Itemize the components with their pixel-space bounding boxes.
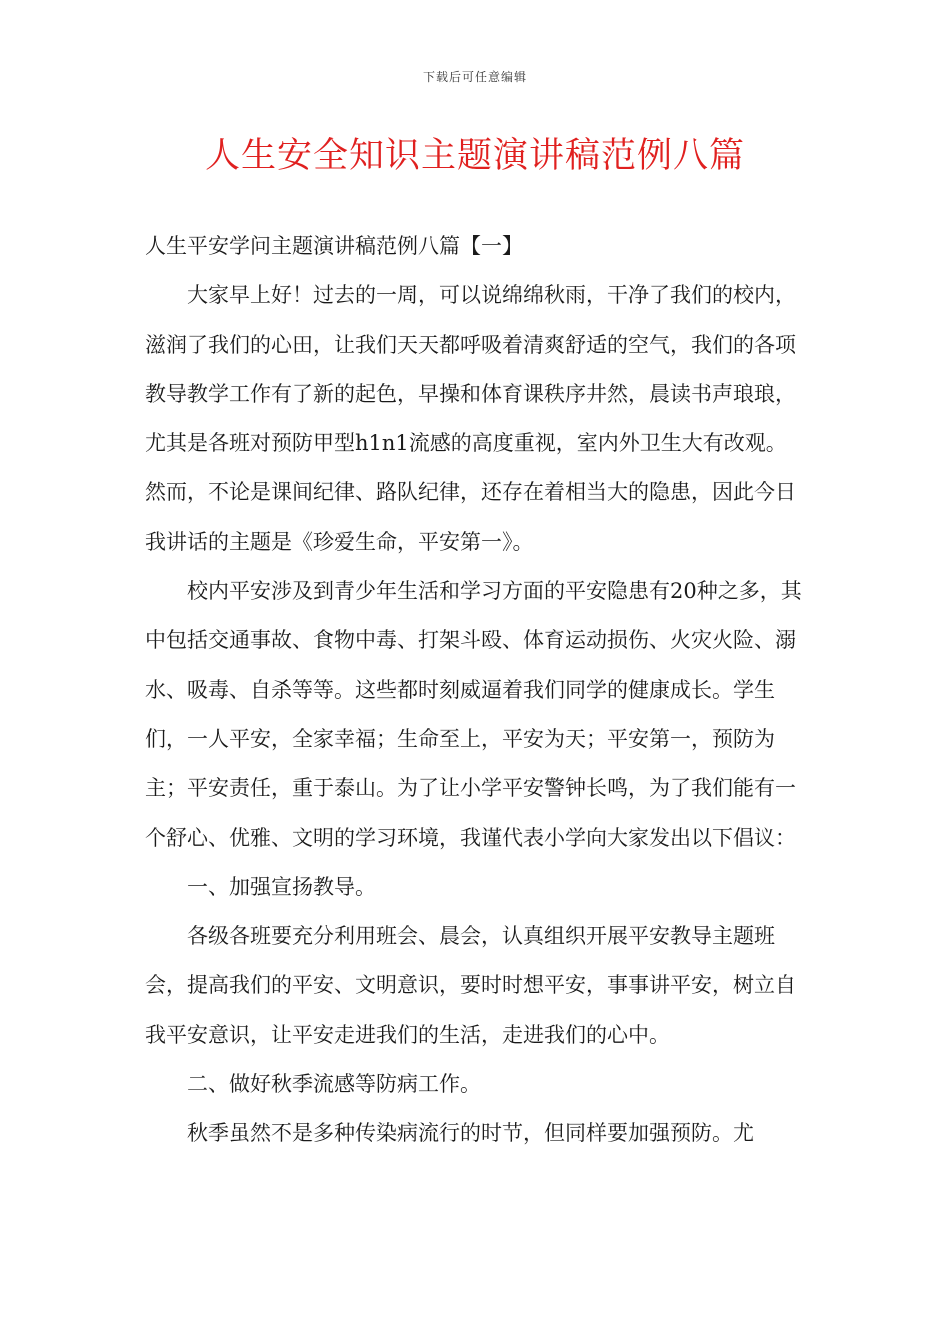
document-body: [145, 222, 805, 1159]
paragraph-item-body-1: 各级各班要充分利用班会、晨会，认真组织开展平安教导主题班会，提高我们的平安、文明意识，要时时想平安，事事讲平安，树立自我平安意识，让平安走进我们的生活，走进我们的心中。: [145, 924, 796, 1047]
paragraph-campus-safety: 校内平安涉及到青少年生活和学习方面的平安隐患有20种之多，其中包括交通事故、食物中毒、打架斗殴、体育运动损伤、火灾火险、溺水、吸毒、自杀等等。这些都时刻威逼着我们同学的健康成长。学生们，一人平安，全家幸福；生命至上，平安为天；平安第一，预防为主；平安责任，重于泰山。为了让小学平安警钟长鸣，为了我们能有一个舒心、优雅、文明的学习环境，我谨代表小学向大家发出以下倡议：: [145, 579, 802, 850]
paragraph-greeting: 大家早上好！过去的一周，可以说绵绵秋雨，干净了我们的校内，滋润了我们的心田，让我们天天都呼吸着清爽舒适的空气，我们的各项教导教学工作有了新的起色，早操和体育课秩序井然，晨读书声琅琅，尤其是各班对预防甲型h1n1流感的高度重视，室内外卫生大有改观。然而，不论是课间纪律、路队纪律，还存在着相当大的隐患，因此今日我讲话的主题是《珍爱生命，平安第一》。: [145, 283, 796, 554]
paragraph-item-body-2: 秋季虽然不是多种传染病流行的时节，但同样要加强预防。尤: [187, 1121, 754, 1146]
document-title: 人生安全知识主题演讲稿范例八篇: [204, 136, 745, 176]
paragraph-item-heading-2: 二、做好秋季流感等防病工作。: [187, 1072, 481, 1097]
paragraph-item-heading-1: 一、加强宣扬教导。: [187, 874, 376, 899]
header-note: 下载后可任意编辑: [422, 70, 527, 84]
section-heading: 人生平安学问主题演讲稿范例八篇【一】: [145, 234, 523, 258]
